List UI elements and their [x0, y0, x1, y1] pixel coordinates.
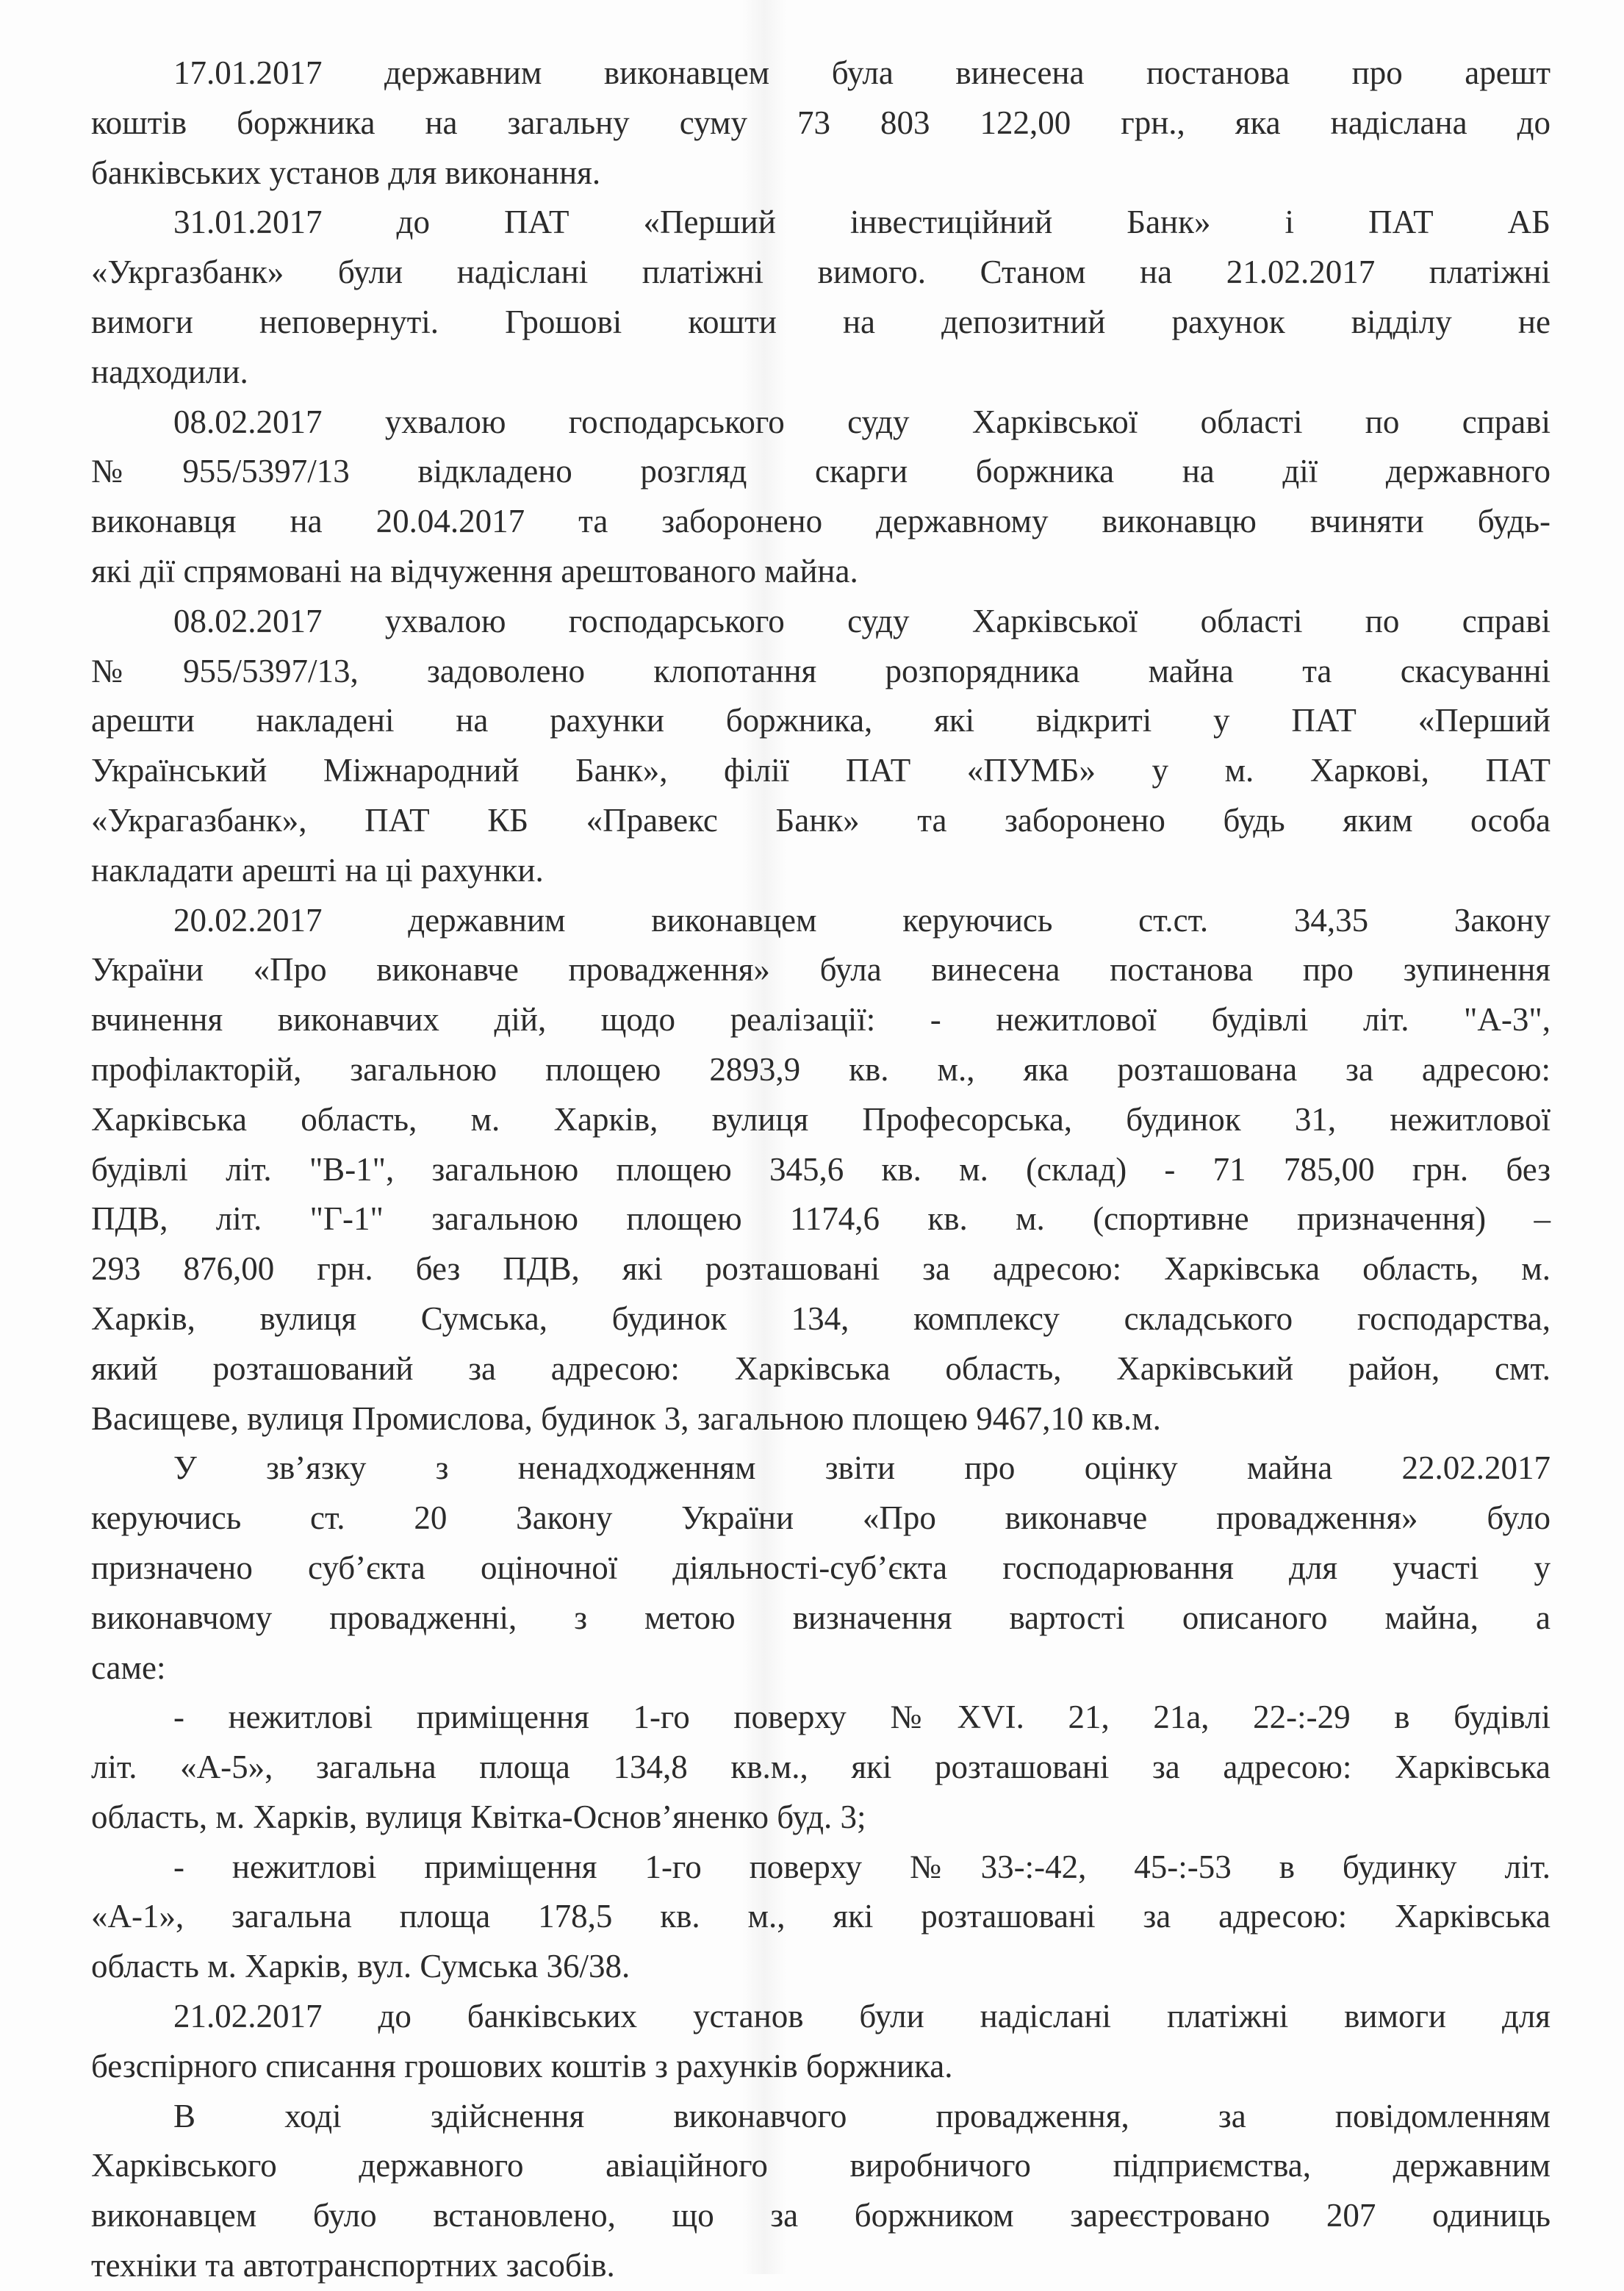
text-line: літ. «А-5», загальна площа 134,8 кв.м., які розташовані за адресою: Харківська	[91, 1749, 1551, 1786]
text-line: вчинення виконавчих дій, щодо реалізації: - нежитлової будівлі літ. "А-3",	[91, 1001, 1551, 1039]
text-line: коштів боржника на загальну суму 73 803 122,00 грн., яка надіслана до	[91, 104, 1551, 141]
paragraph	[91, 1992, 1551, 2092]
paragraph	[91, 2092, 1551, 2291]
text-line: 17.01.2017 державним виконавцем була винесена постанова про арешт	[173, 54, 1551, 91]
text-line: 293 876,00 грн. без ПДВ, які розташовані за адресою: Харківська область, м.	[91, 1250, 1551, 1288]
text-line: область, м. Харків, вулиця Квітка-Основ’яненко буд. 3;	[91, 1798, 866, 1835]
text-line: профілакторій, загальною площею 2893,9 кв. м., яка розташована за адресою:	[91, 1050, 1551, 1088]
text-line: 21.02.2017 до банківських установ були надіслані платіжні вимоги для	[173, 1998, 1551, 2035]
text-line: виконавчому провадженні, з метою визначення вартості описаного майна, а	[91, 1599, 1551, 1636]
text-line: 20.02.2017 державним виконавцем керуючись ст.ст. 34,35 Закону	[173, 901, 1551, 939]
text-line: вимоги неповернуті. Грошові кошти на депозитний рахунок відділу не	[91, 303, 1551, 340]
paragraph	[91, 1444, 1551, 1693]
text-line: арешти накладені на рахунки боржника, які відкриті у ПАТ «Перший	[91, 702, 1551, 739]
paragraph	[91, 198, 1551, 397]
text-line: Харків, вулиця Сумська, будинок 134, комплексу складського господарства,	[91, 1299, 1551, 1337]
text-line: №955/5397/13, задоволено клопотання розпорядника майна та скасуванні	[91, 652, 1551, 689]
paragraph	[91, 1843, 1551, 1992]
text-line: «А-1», загальна площа 178,5 кв. м., які розташовані за адресою: Харківська	[91, 1898, 1551, 1935]
paragraph	[91, 1693, 1551, 1842]
text-line: надходили.	[91, 353, 248, 390]
text-line: виконавцем було встановлено, що за боржником зареєстровано 207 одиниць	[91, 2197, 1551, 2234]
text-line: - нежитлові приміщення 1-го поверху №XVI. 21, 21а, 22-:-29 в будівлі	[173, 1699, 1551, 1736]
text-line: саме:	[91, 1649, 166, 1686]
text-line: Васищеве, вулиця Промислова, будинок 3, загальною площею 9467,10 кв.м.	[91, 1399, 1161, 1437]
text-line: який розташований за адресою: Харківська область, Харківський район, смт.	[91, 1349, 1551, 1387]
text-line: безспірного списання грошових коштів з рахунків боржника.	[91, 2047, 953, 2084]
text-line: ПДВ, літ. "Г-1" загальною площею 1174,6 кв. м. (спортивне призначення) –	[91, 1200, 1551, 1238]
text-line: які дії спрямовані на відчуження арештованого майна.	[91, 552, 858, 589]
text-line: «Украгазбанк», ПАТ КБ «Правекс Банк» та заборонено будь яким особа	[91, 801, 1551, 839]
text-line: накладати арешті на ці рахунки.	[91, 851, 544, 889]
text-line: призначено суб’єкта оціночної діяльності-суб’єкта господарювання для участі у	[91, 1549, 1551, 1586]
paragraph	[91, 398, 1551, 597]
text-line: Український Міжнародний Банк», філії ПАТ «ПУМБ» у м. Харкові, ПАТ	[91, 752, 1551, 789]
text-line: 08.02.2017 ухвалою господарського суду Харківської області по справі	[173, 403, 1551, 440]
text-line: Харківського державного авіаційного виробничого підприємства, державним	[91, 2147, 1551, 2184]
paragraph	[91, 49, 1551, 198]
text-line: область м. Харків, вул. Сумська 36/38.	[91, 1948, 630, 1985]
text-line: України «Про виконавче провадження» була винесена постанова про зупинення	[91, 951, 1551, 989]
text-line: керуючись ст. 20 Закону України «Про виконавче провадження» було	[91, 1499, 1551, 1537]
text-line: техніки та автотранспортних засобів.	[91, 2247, 615, 2284]
text-line: - нежитлові приміщення 1-го поверху №33-:-42, 45-:-53 в будинку літ.	[173, 1848, 1551, 1885]
document-body	[91, 49, 1551, 2291]
text-line: 08.02.2017 ухвалою господарського суду Харківської області по справі	[173, 602, 1551, 639]
text-line: 31.01.2017 до ПАТ «Перший інвестиційний Банк» і ПАТ АБ	[173, 204, 1551, 241]
text-line: Харківська область, м. Харків, вулиця Професорська, будинок 31, нежитлової	[91, 1100, 1551, 1138]
text-line: «Укргазбанк» були надіслані платіжні вимого. Станом на 21.02.2017 платіжні	[91, 254, 1551, 291]
paragraph	[91, 896, 1551, 1444]
text-line: В ході здійснення виконавчого провадження, за повідомленням	[173, 2097, 1551, 2134]
text-line: У зв’язку з ненадходженням звіти про оцінку майна 22.02.2017	[173, 1449, 1551, 1487]
text-line: будівлі літ. "В-1", загальною площею 345,6 кв. м. (склад) - 71 785,00 грн. без	[91, 1150, 1551, 1188]
paragraph	[91, 597, 1551, 896]
text-line: виконавця на 20.04.2017 та заборонено державному виконавцю вчиняти будь-	[91, 503, 1551, 540]
text-line: №955/5397/13 відкладено розгляд скарги боржника на дії державного	[91, 453, 1551, 490]
text-line: банківських установ для виконання.	[91, 154, 601, 191]
